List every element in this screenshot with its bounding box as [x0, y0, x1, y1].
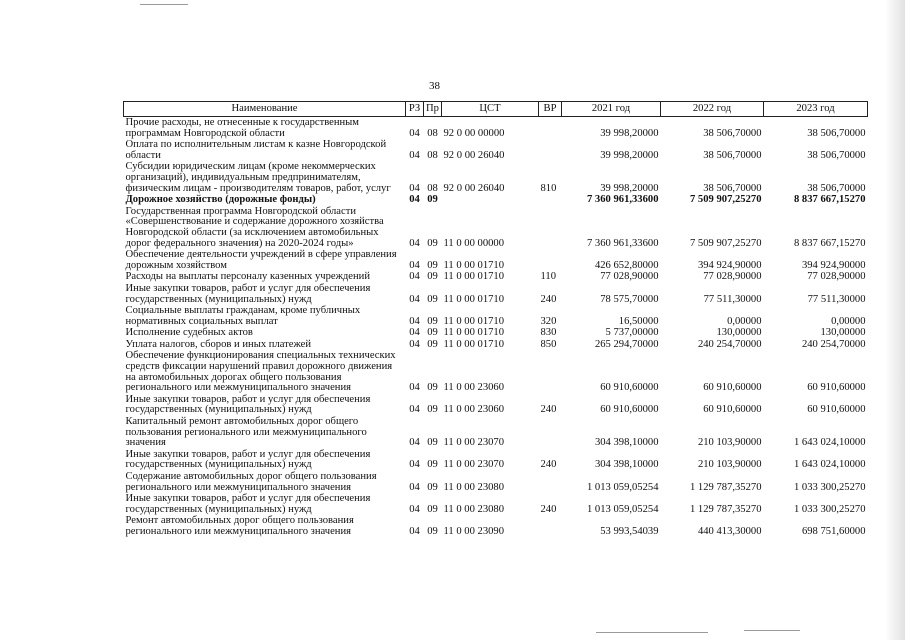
table-row: [124, 339, 868, 351]
cell-rz: 04: [409, 327, 420, 339]
cell-y2022: 60 910,60000: [703, 382, 762, 394]
cell-name: Обеспечение деятельности учреждений в сфере управления дорожным хозяйством: [125, 249, 397, 271]
header-2022: 2022 год: [661, 102, 764, 117]
cell-y2021: 39 998,20000: [600, 127, 659, 139]
cell-cst: 11 0 00 23070: [443, 459, 505, 471]
table-row: [124, 471, 868, 493]
cell-name: Уплата налогов, сборов и иных платежей: [125, 338, 312, 350]
header-cst: ЦСТ: [442, 102, 539, 117]
scan-shadow: [885, 0, 905, 640]
cell-y2022: 240 254,70000: [697, 338, 762, 350]
cell-pr: 09: [427, 271, 438, 283]
cell-cst: 11 0 00 01710: [443, 293, 505, 305]
scan-artifact: [140, 4, 188, 5]
cell-y2021: 77 028,90000: [600, 271, 659, 283]
cell-y2022: 38 506,70000: [703, 182, 762, 194]
table-row: [124, 449, 868, 471]
cell-cst: 11 0 00 23060: [443, 382, 505, 394]
cell-y2023: 698 751,60000: [801, 525, 866, 537]
cell-y2023: 394 924,90000: [801, 259, 866, 271]
cell-rz: 04: [409, 338, 420, 350]
cell-name: Расходы на выплаты персоналу казенных учреждений: [125, 271, 370, 283]
cell-y2023: 8 837 667,15270: [793, 237, 866, 249]
cell-cst: 11 0 00 23080: [443, 503, 505, 515]
cell-cst: 11 0 00 01710: [443, 259, 505, 271]
cell-pr: 08: [427, 182, 438, 194]
cell-y2022: 210 103,90000: [697, 437, 762, 449]
cell-pr: 09: [427, 237, 438, 249]
table-row: [124, 305, 868, 327]
cell-pr: 09: [427, 293, 438, 305]
table-row: [124, 194, 868, 206]
cell-rz: 04: [409, 315, 420, 327]
cell-y2021: 426 652,80000: [594, 259, 659, 271]
cell-rz: 04: [409, 404, 420, 416]
cell-name: Иные закупки товаров, работ и услуг для обеспечения государственных (муниципальных) нужд: [125, 493, 371, 515]
table-row: [124, 206, 868, 249]
cell-name: Содержание автомобильных дорог общего пользования регионального или межмуниципального значения: [125, 471, 377, 493]
cell-pr: 09: [427, 404, 438, 416]
cell-vr: 240: [540, 293, 557, 305]
cell-vr: [539, 350, 562, 393]
cell-cst: 11 0 00 23060: [443, 404, 505, 416]
cell-y2021: 5 737,00000: [605, 327, 659, 339]
cell-vr: [539, 249, 562, 271]
table-row: [124, 249, 868, 271]
cell-rz: 04: [409, 149, 420, 161]
cell-y2021: 265 294,70000: [594, 338, 659, 350]
cell-rz: 04: [409, 293, 420, 305]
cell-name: Оплата по исполнительным листам к казне Новгородской области: [125, 139, 387, 161]
cell-rz: 04: [409, 271, 420, 283]
cell-vr: 240: [540, 459, 557, 471]
cell-cst: 11 0 00 01710: [443, 271, 505, 283]
cell-pr: 09: [427, 437, 438, 449]
cell-y2022: 7 509 907,25270: [689, 194, 762, 206]
cell-y2023: 77 511,30000: [807, 293, 866, 305]
cell-y2021: 1 013 059,05254: [586, 503, 659, 515]
cell-y2021: 7 360 961,33600: [586, 194, 659, 206]
table-row: [124, 394, 868, 416]
cell-y2023: 38 506,70000: [807, 127, 866, 139]
cell-pr: 09: [427, 459, 438, 471]
header-name: Наименование: [124, 102, 406, 117]
cell-y2023: 60 910,60000: [807, 382, 866, 394]
cell-y2022: 7 509 907,25270: [689, 237, 762, 249]
cell-name: Иные закупки товаров, работ и услуг для обеспечения государственных (муниципальных) нужд: [125, 448, 371, 471]
cell-y2022: 210 103,90000: [697, 459, 762, 471]
cell-cst: 92 0 00 26040: [443, 182, 505, 194]
cell-y2021: 53 993,54039: [600, 525, 659, 537]
cell-name: Капитальный ремонт автомобильных дорог общего пользования регионального или межмуниципального значения: [125, 416, 367, 449]
cell-y2023: 60 910,60000: [807, 404, 866, 416]
scan-artifact: [596, 632, 708, 633]
cell-pr: 09: [427, 503, 438, 515]
cell-y2023: 1 033 300,25270: [793, 481, 866, 493]
cell-y2022: 440 413,30000: [697, 525, 762, 537]
cell-y2023: 0,00000: [831, 315, 866, 327]
cell-vr: 810: [540, 182, 557, 194]
cell-name: Иные закупки товаров, работ и услуг для обеспечения государственных (муниципальных) нужд: [125, 282, 371, 305]
cell-y2023: 240 254,70000: [801, 338, 866, 350]
cell-cst: 92 0 00 26040: [443, 149, 505, 161]
table-row: [124, 283, 868, 305]
cell-rz: 04: [409, 194, 420, 206]
page-number: 38: [429, 80, 440, 92]
cell-rz: 04: [409, 237, 420, 249]
cell-y2023: 130,00000: [820, 327, 866, 339]
cell-vr: [539, 194, 562, 206]
header-pr: Пр: [424, 102, 442, 117]
cell-y2022: 60 910,60000: [703, 404, 762, 416]
cell-rz: 04: [409, 503, 420, 515]
cell-rz: 04: [409, 382, 420, 394]
cell-pr: 09: [427, 327, 438, 339]
cell-vr: 850: [540, 338, 557, 350]
cell-rz: 04: [409, 182, 420, 194]
cell-y2022: 77 028,90000: [703, 271, 762, 283]
cell-cst: 92 0 00 00000: [443, 127, 505, 139]
cell-pr: 09: [427, 481, 438, 493]
cell-cst: 11 0 00 01710: [443, 315, 505, 327]
cell-y2022: 77 511,30000: [703, 293, 762, 305]
cell-y2023: 8 837 667,15270: [793, 194, 866, 206]
cell-vr: 110: [540, 271, 556, 283]
header-2023: 2023 год: [764, 102, 868, 117]
cell-cst: 11 0 00 01710: [443, 327, 505, 339]
cell-y2022: 38 506,70000: [703, 127, 762, 139]
table-row: [124, 515, 868, 537]
table-row: [124, 416, 868, 449]
cell-pr: 09: [427, 194, 438, 206]
cell-pr: 08: [427, 127, 438, 139]
budget-table: [123, 101, 868, 538]
cell-rz: 04: [409, 459, 420, 471]
cell-name: Исполнение судебных актов: [125, 327, 253, 339]
table-row: [124, 161, 868, 194]
cell-rz: 04: [409, 259, 420, 271]
cell-vr: [539, 416, 562, 449]
table-row: [124, 350, 868, 393]
cell-y2021: 304 398,10000: [594, 459, 659, 471]
cell-pr: 09: [427, 315, 438, 327]
header-vr: ВР: [539, 102, 562, 117]
cell-vr: [539, 139, 562, 161]
cell-y2023: 38 506,70000: [807, 182, 866, 194]
cell-name: Социальные выплаты гражданам, кроме публичных нормативных социальных выплат: [125, 305, 361, 327]
cell-y2023: 38 506,70000: [807, 149, 866, 161]
cell-y2021: 304 398,10000: [594, 437, 659, 449]
cell-vr: 240: [540, 503, 557, 515]
header-rz: РЗ: [406, 102, 424, 117]
cell-name: Дорожное хозяйство (дорожные фонды): [125, 194, 316, 206]
cell-cst: 11 0 00 23080: [443, 481, 505, 493]
cell-y2021: 39 998,20000: [600, 149, 659, 161]
cell-vr: [539, 515, 562, 537]
cell-pr: 08: [427, 149, 438, 161]
cell-y2022: 0,00000: [727, 315, 762, 327]
cell-y2023: 1 643 024,10000: [793, 437, 866, 449]
cell-vr: 830: [540, 327, 557, 339]
cell-y2021: 78 575,70000: [600, 293, 659, 305]
cell-y2022: 394 924,90000: [697, 259, 762, 271]
cell-y2021: 60 910,60000: [600, 382, 659, 394]
cell-name: Государственная программа Новгородской области «Совершенствование и содержание дорожного хозяйства Новгородской области (за исключением автомобильных дорог федерального значения) на 2020-2024 годы»: [125, 205, 384, 249]
cell-vr: [539, 471, 562, 493]
cell-rz: 04: [409, 481, 420, 493]
cell-pr: 09: [427, 382, 438, 394]
cell-vr: 240: [540, 404, 557, 416]
cell-name: Прочие расходы, не отнесенные к государственным программам Новгородской области: [125, 117, 360, 139]
cell-y2023: 1 643 024,10000: [793, 459, 866, 471]
cell-cst: 11 0 00 01710: [443, 338, 505, 350]
cell-cst: 11 0 00 23070: [443, 437, 505, 449]
cell-y2023: 77 028,90000: [807, 271, 866, 283]
table-row: [124, 271, 868, 283]
cell-pr: 09: [427, 259, 438, 271]
cell-vr: 320: [540, 315, 557, 327]
cell-y2021: 1 013 059,05254: [586, 481, 659, 493]
cell-name: Ремонт автомобильных дорог общего пользования регионального или межмуниципального значения: [125, 515, 354, 537]
cell-y2021: 7 360 961,33600: [586, 237, 659, 249]
header-2021: 2021 год: [562, 102, 661, 117]
table-body: [124, 117, 868, 538]
cell-vr: [539, 117, 562, 140]
table-row: [124, 327, 868, 339]
table-header: [124, 102, 868, 117]
table-row: [124, 493, 868, 515]
cell-name: Субсидии юридическим лицам (кроме некоммерческих организаций), индивидуальным предпринимателям, физическим лицам - производителям товаров, работ, услуг: [125, 161, 391, 194]
cell-y2022: 130,00000: [716, 327, 762, 339]
cell-cst: [442, 194, 539, 206]
cell-y2023: 1 033 300,25270: [793, 503, 866, 515]
cell-y2022: 38 506,70000: [703, 149, 762, 161]
cell-cst: 11 0 00 00000: [443, 237, 505, 249]
cell-y2021: 60 910,60000: [600, 404, 659, 416]
table-row: [124, 117, 868, 140]
cell-y2022: 1 129 787,35270: [689, 481, 762, 493]
cell-vr: [539, 206, 562, 249]
cell-pr: 09: [427, 525, 438, 537]
cell-pr: 09: [427, 338, 438, 350]
cell-y2021: 39 998,20000: [600, 182, 659, 194]
table-row: [124, 139, 868, 161]
cell-rz: 04: [409, 127, 420, 139]
cell-rz: 04: [409, 525, 420, 537]
scan-artifact: [744, 630, 800, 631]
cell-name: Обеспечение функционирования специальных технических средств фиксации нарушений правил дорожного движения на автомобильных дорогах общего пользования регионального или межмуниципального значения: [125, 350, 396, 394]
cell-name: Иные закупки товаров, работ и услуг для обеспечения государственных (муниципальных) нужд: [125, 393, 371, 416]
cell-cst: 11 0 00 23090: [443, 525, 505, 537]
cell-y2021: 16,50000: [618, 315, 659, 327]
cell-y2022: 1 129 787,35270: [689, 503, 762, 515]
cell-rz: 04: [409, 437, 420, 449]
